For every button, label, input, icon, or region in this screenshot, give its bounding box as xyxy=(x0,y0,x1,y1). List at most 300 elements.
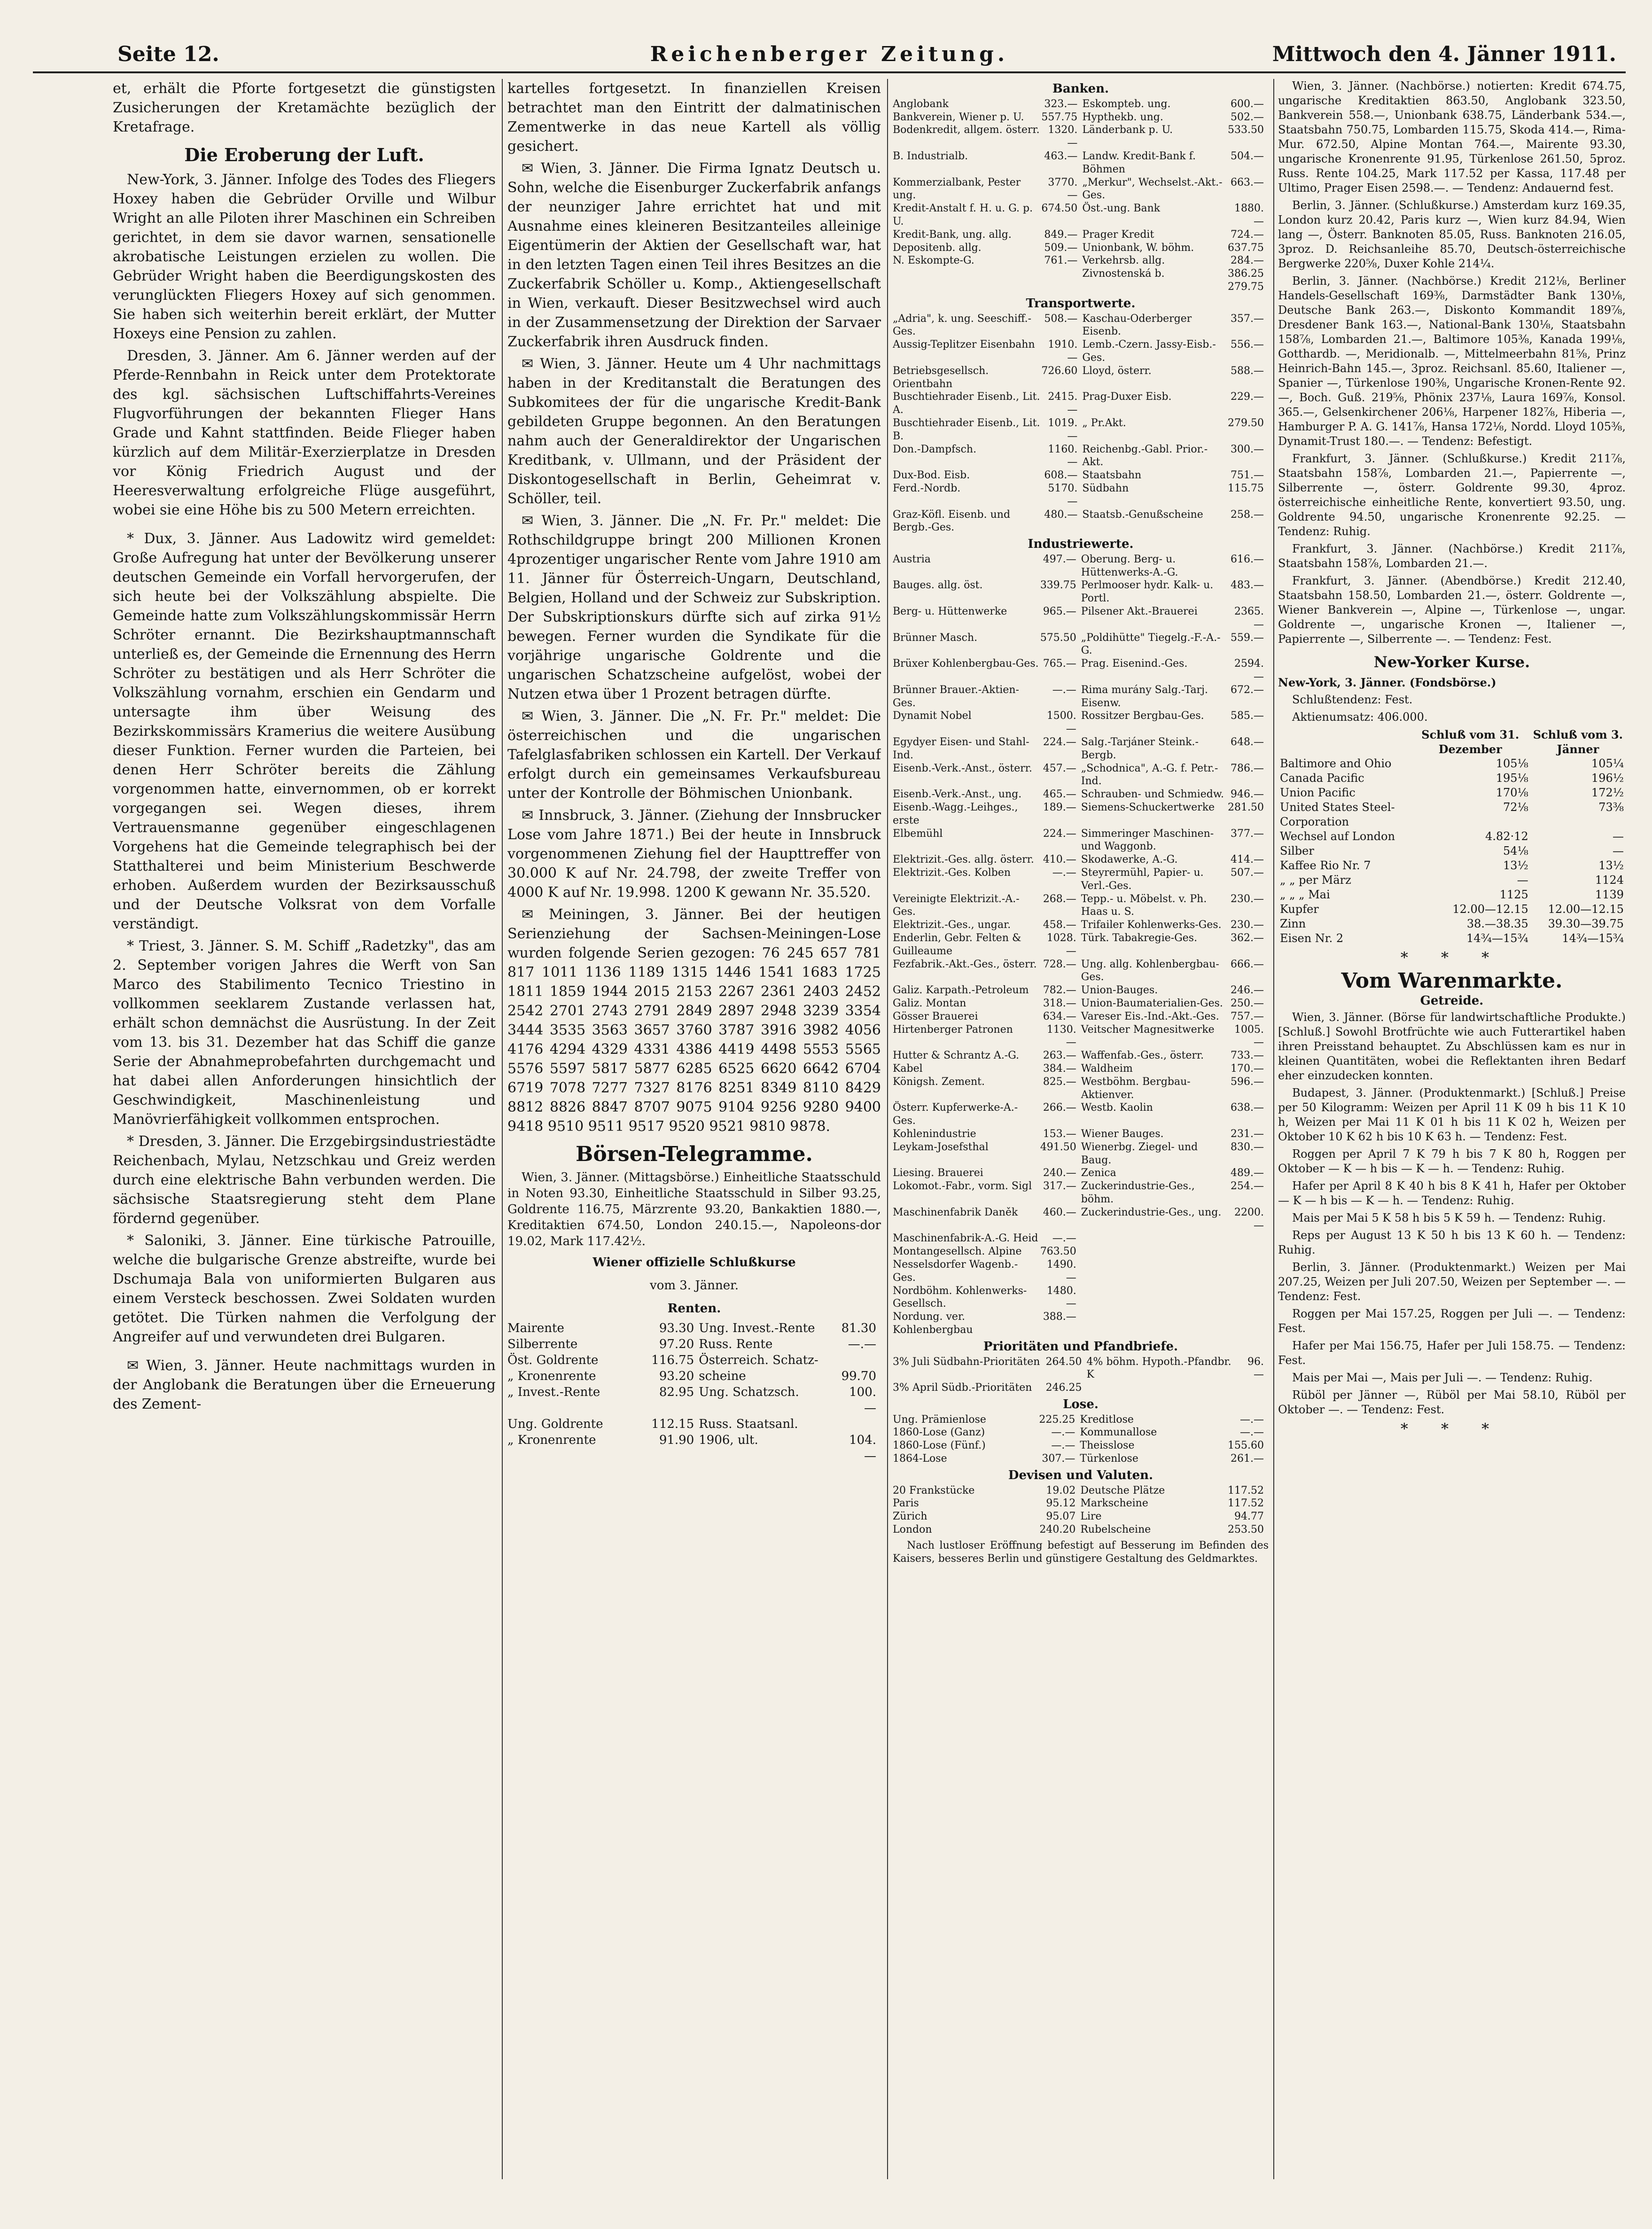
table-label-cell: „ Pr.Akt. xyxy=(1082,417,1126,429)
table-row xyxy=(1278,771,1626,786)
table-value-cell xyxy=(1228,1232,1269,1245)
subheading: vom 3. Jänner. xyxy=(650,1278,739,1293)
table-value-cell: 105⅛ xyxy=(1496,757,1528,770)
section-heading: Vom Warenmarkte. xyxy=(1341,969,1563,993)
table-value-cell: 480.— xyxy=(1044,508,1078,521)
table-label-cell: Bankverein, Wiener p. U. xyxy=(893,111,1024,123)
article-paragraph: ✉ Wien, 3. Jänner. Heute um 4 Uhr nachmittags haben in der Kreditanstalt die Beratungen des Subkomitees der für die ungarische Kredit-Bank gebildeten Gruppe begonnen. An den Beratungen nahm auch der Generaldirektor der Ungarischen Kreditbank, v. Ullmann, und der Präsident der Diskontogesellschaft in Berlin, Geheimrat v. Schöller, teil. xyxy=(507,356,881,507)
table-row xyxy=(893,338,1269,365)
table-value-cell: 225.25 xyxy=(1039,1413,1075,1426)
table-value-cell: 19.02 xyxy=(1046,1484,1076,1496)
table-value-cell: 757.— xyxy=(1231,1010,1264,1022)
table-row xyxy=(893,1310,1269,1337)
table-value-cell: 261.— xyxy=(1231,1453,1264,1465)
market-report: Frankfurt, 3. Jänner. (Abendbörse.) Kredit 212.40, Staatsbahn 158.50, Lombarden 21.—, österr. Goldrente —, Wiener Bankverein —, Alpine —, Türkenlose —, ungar. Goldrente —, ungarische Kronen —, Italiener —, Papierrente —, Silberrente —. — Tendenz: Fest. xyxy=(1278,574,1626,646)
section-heading: Börsen-Telegramme. xyxy=(576,1142,813,1166)
newyork-table xyxy=(1278,727,1626,946)
table-label-cell: Türk. Tabakregie-Ges. xyxy=(1081,932,1198,944)
table-value-cell: 588.— xyxy=(1231,365,1264,377)
table-value-cell: 1005.— xyxy=(1234,1023,1264,1049)
table-label-cell: Eisen Nr. 2 xyxy=(1280,932,1344,945)
table-row xyxy=(893,1413,1269,1426)
article-paragraph: Dresden, 3. Jänner. Am 6. Jänner werden auf der Pferde-Rennbahn in Reick unter dem Protektorate des kgl. sächsischen Luftschiffahrts-Vereines Flugvorführungen der bekannten Flieger Hans Grade und Kahnt stattfinden. Beide Flieger haben kürzlich auf dem Militär-Exerzierplatze in Dresden vor König Friedrich August und der Heeresverwaltung erfolgreiche Flüge ausgeführt, wobei sie eine Höhe bis zu 500 Metern erreichten. xyxy=(113,348,496,518)
table-label-cell: Schrauben- und Schmiedw. xyxy=(1081,788,1224,801)
table-value-cell: 765.— xyxy=(1043,658,1076,670)
section-heading: New-Yorker Kurse. xyxy=(1373,653,1530,671)
table-label-cell: Aussig-Teplitzer Eisenbahn xyxy=(893,339,1035,351)
table-value-cell: 724.— xyxy=(1231,228,1264,241)
market-report: Mais per Mai —, Mais per Juli —. — Tendenz: Ruhig. xyxy=(1292,1371,1593,1384)
table-value-cell: 307.— xyxy=(1042,1453,1075,1465)
table-value-cell: 648.— xyxy=(1231,736,1264,748)
table-label-cell: Lokomot.-Fabr., vorm. Sigl xyxy=(893,1180,1032,1192)
table-label-cell: Länderbank p. U. xyxy=(1082,124,1173,136)
table-value-cell: 663.— xyxy=(1231,176,1264,188)
table-label-cell: Elektrizit.-Ges., ungar. xyxy=(893,919,1011,931)
table-row xyxy=(893,788,1269,801)
table-label-cell xyxy=(1081,1232,1228,1245)
table-label-cell: Union Pacific xyxy=(1280,786,1356,799)
table-value-cell: —.— xyxy=(1052,684,1076,696)
table-label-cell: Zuckerindustrie-Ges., böhm. xyxy=(1081,1180,1195,1205)
table-label-cell: Paris xyxy=(893,1497,919,1510)
table-label-cell: Eskompteb. ung. xyxy=(1082,98,1171,110)
table-label-cell: Brünner Brauer.-Aktien-Ges. xyxy=(893,684,1019,709)
table-label-cell: Westböhm. Bergbau-Aktienver. xyxy=(1081,1076,1191,1101)
market-report: Berlin, 3. Jänner. (Schlußkurse.) Amsterdam kurz 169.35, London kurz 20.42, Paris kurz —, Wien kurz 84.94, Wien lang —, Österr. Banknoten 85.05, Russ. Banknoten 216.05, 3proz. D. Reichsanleihe 85.70, Deutsch-österreichische Bergwerke 220⅝, Duxer Kohle 214¼. xyxy=(1278,199,1626,270)
table-value-cell: 264.50 xyxy=(1045,1356,1082,1368)
table-row xyxy=(893,228,1269,242)
table-label-cell: 1124 xyxy=(1595,873,1624,887)
ny-tendency: Schlußtendenz: Fest. xyxy=(1292,693,1413,706)
table-label-cell: Montangesellsch. Alpine xyxy=(893,1246,1022,1258)
table-value-cell: 458.— xyxy=(1043,919,1076,931)
table-label-cell: Südbahn xyxy=(1082,482,1129,494)
table-label-cell: Zenica xyxy=(1081,1167,1116,1179)
banken-table xyxy=(893,98,1269,294)
table-value-cell: 1160.— xyxy=(1048,443,1078,468)
table-value-cell: 751.— xyxy=(1231,469,1264,482)
table-value-cell: 1125 xyxy=(1499,888,1528,901)
table-value-cell: 637.75 xyxy=(1228,242,1264,254)
table-value-cell: 155.60 xyxy=(1228,1440,1264,1452)
article-paragraph: * Dresden, 3. Jänner. Die Erzgebirgsindustriestädte Reichenbach, Mylau, Netzschkau und Greiz werden durch eine elektrische Bahn verbunden werden. Die sächsische Staatsregierung steht dem Plane fördernd gegenüber. xyxy=(113,1133,496,1227)
table-value-cell: 12.00—12.15 xyxy=(1452,903,1528,916)
column-3 xyxy=(893,79,1269,2179)
table-label-cell: „ Kronenrente xyxy=(507,1369,596,1383)
table-label-cell: 1860-Lose (Ganz) xyxy=(893,1426,985,1439)
table-label-cell: „Adria", k. ung. Seeschiff.-Ges. xyxy=(893,312,1032,338)
table-label-cell: Leykam-Josefsthal xyxy=(893,1141,989,1153)
table-title: Prioritäten und Pfandbriefe. xyxy=(983,1339,1178,1354)
table-value-cell: 93.20 xyxy=(659,1369,694,1383)
table-label-cell: Silber xyxy=(1280,844,1314,857)
table-row xyxy=(893,631,1269,658)
table-value-cell: 357.— xyxy=(1231,312,1264,325)
table-label-cell: 105¼ xyxy=(1591,757,1624,770)
table-label-cell: Enderlin, Gebr. Felten & Guilleaume xyxy=(893,932,1021,957)
table-label-cell: Rossitzer Bergbau-Ges. xyxy=(1081,710,1204,722)
table-value-cell: 465.— xyxy=(1043,788,1076,801)
table-row xyxy=(893,1245,1269,1258)
table-row xyxy=(893,443,1269,469)
table-label-cell: „ „ „ Mai xyxy=(1280,888,1330,901)
table-label-cell: Berg- u. Hüttenwerke xyxy=(893,606,1007,618)
table-value-cell: 81.30 xyxy=(841,1321,876,1335)
table-label-cell: Union-Baumaterialien-Ges. xyxy=(1081,997,1223,1009)
table-label-cell: Brüxer Kohlenbergbau-Ges. xyxy=(893,658,1039,670)
table-value-cell: 414.— xyxy=(1231,854,1264,866)
table-label-cell: Vareser Eis.-Ind.-Akt.-Ges. xyxy=(1081,1010,1219,1022)
table-label-cell xyxy=(893,267,1041,281)
table-value-cell: 965.— xyxy=(1043,606,1076,618)
table-row xyxy=(893,1497,1269,1510)
table-row xyxy=(893,1062,1269,1076)
table-label-cell: Wechsel auf London xyxy=(1280,830,1395,843)
table-value-cell: 1910.— xyxy=(1048,339,1078,364)
table-label-cell: Nesselsdorfer Wagenb.-Ges. xyxy=(893,1258,1018,1284)
table-value-cell: 224.— xyxy=(1043,827,1076,840)
table-label-cell: 196½ xyxy=(1591,772,1624,785)
table-value-cell: 533.50 xyxy=(1228,124,1264,136)
table-row xyxy=(893,111,1269,124)
table-label-cell: Siemens-Schuckertwerke xyxy=(1081,802,1215,814)
table-value-cell: 608.— xyxy=(1044,469,1078,482)
table-value-cell: 728.— xyxy=(1043,958,1076,970)
table-value-cell: 97.20 xyxy=(659,1337,694,1351)
table-value-cell: 240.— xyxy=(1043,1167,1076,1179)
table-label-cell: Lire xyxy=(1080,1511,1102,1523)
table-row xyxy=(893,1232,1269,1245)
table-label-cell: Vereinigte Elektrizit.-A.-Ges. xyxy=(893,893,1020,918)
table-label-cell: Österreich. Schatz- xyxy=(699,1353,818,1367)
table-value-cell: 153.— xyxy=(1043,1128,1076,1140)
table-row xyxy=(1278,917,1626,931)
table-value-cell: —.— xyxy=(1051,1426,1075,1439)
table-label-cell: Zinn xyxy=(1280,917,1306,930)
table-value-cell: 284.— xyxy=(1231,255,1264,267)
table-row xyxy=(893,827,1269,854)
table-label-cell: Zivnostenská b. xyxy=(1082,268,1165,280)
table-label-cell: — xyxy=(1613,844,1624,857)
table-row xyxy=(893,1258,1269,1285)
table-value-cell: 13½ xyxy=(1503,859,1528,872)
table-label-cell: Kredit-Bank, ung. allg. xyxy=(893,228,1012,241)
table-label-cell: Dux-Bod. Eisb. xyxy=(893,469,970,482)
table-label-cell: Pilsener Akt.-Brauerei xyxy=(1081,606,1198,618)
table-value-cell: 93.30 xyxy=(659,1321,694,1335)
table-label-cell: Elektrizit.-Ges. Kolben xyxy=(893,867,1011,879)
table-row xyxy=(893,762,1269,788)
table-value-cell: 268.— xyxy=(1043,893,1076,905)
table-label-cell: Kaschau-Oderberger Eisenb. xyxy=(1082,312,1192,338)
table-value-cell: 189.— xyxy=(1043,802,1076,814)
table-label-cell: Verkehrsb. allg. xyxy=(1082,255,1165,267)
table-value-cell: 91.90 xyxy=(659,1433,694,1447)
table-value-cell: —.— xyxy=(1051,1440,1075,1452)
table-value-cell: 95.07 xyxy=(1046,1511,1076,1523)
table-value-cell: 3770.— xyxy=(1048,176,1078,202)
table-value-cell: 616.— xyxy=(1231,553,1264,565)
table-value-cell: 497.— xyxy=(1043,553,1076,565)
table-value-cell: 504.— xyxy=(1231,150,1264,162)
table-value-cell xyxy=(1228,1245,1269,1258)
table-row xyxy=(1278,829,1626,844)
table-label-cell xyxy=(1081,1258,1228,1285)
table-label-cell xyxy=(893,281,1041,294)
table-value-cell: 508.— xyxy=(1044,312,1078,325)
table-value-cell: 224.— xyxy=(1043,736,1076,748)
table-value-cell: —.— xyxy=(1240,1413,1264,1426)
table-value-cell: 377.— xyxy=(1231,827,1264,840)
table-title: Lose. xyxy=(1063,1397,1099,1411)
table-value-cell: 830.— xyxy=(1231,1141,1264,1153)
section-heading: Die Eroberung der Luft. xyxy=(184,144,424,165)
issue-date: Mittwoch den 4. Jänner 1911. xyxy=(1272,42,1616,66)
table-value-cell xyxy=(1228,1285,1269,1311)
table-row xyxy=(893,801,1269,827)
table-value-cell: 2415.— xyxy=(1048,391,1078,416)
renten-table xyxy=(507,1320,881,1464)
table-label-cell: 1139 xyxy=(1595,888,1624,901)
market-report: Frankfurt, 3. Jänner. (Nachbörse.) Kredit 211⅞, Staatsbahn 158⅞, Lombarden 21.—. xyxy=(1278,542,1626,570)
table-value-cell: 116.75 xyxy=(651,1353,694,1367)
table-row xyxy=(893,1381,1269,1395)
article-paragraph: * Saloniki, 3. Jänner. Eine türkische Patrouille, welche die bulgarische Grenze abstreifte, wurde bei Dschumaja Bala von uniformierten Bulgaren aus einem Versteck beschossen. Zwei Soldaten wurden getötet. Die Türken nahmen die Verfolgung der Angreifer auf und verwundeten drei Bulgaren. xyxy=(113,1232,496,1345)
table-value-cell: 195⅛ xyxy=(1496,772,1528,785)
table-label-cell: Graz-Köfl. Eisenb. und Bergb.-Ges. xyxy=(893,508,1011,534)
market-report: Hafer per Mai 156.75, Hafer per Juli 158.75. — Tendenz: Fest. xyxy=(1278,1339,1626,1367)
table-value-cell: 946.— xyxy=(1231,788,1264,801)
table-label-cell: 13½ xyxy=(1598,859,1624,872)
table-row xyxy=(893,124,1269,150)
table-value-cell: 733.— xyxy=(1231,1050,1264,1062)
market-note: Nach lustloser Eröffnung befestigt auf Besserung im Befinden des Kaisers, besseres Berlin und günstigere Gestaltung des Geldmarktes. xyxy=(893,1539,1269,1565)
table-label-cell: Waldheim xyxy=(1081,1062,1133,1075)
table-row xyxy=(893,482,1269,508)
table-row xyxy=(893,267,1269,281)
table-label-cell: Don.-Dampfsch. xyxy=(893,443,977,455)
table-value-cell: 585.— xyxy=(1231,710,1264,722)
separator-stars: * * * xyxy=(1400,1420,1504,1438)
table-label-cell: Mairente xyxy=(507,1321,564,1335)
table-value-cell: 672.— xyxy=(1231,684,1264,696)
table-row xyxy=(1278,756,1626,771)
table-label-cell: Galiz. Karpath.-Petroleum xyxy=(893,984,1029,997)
transport-table xyxy=(893,312,1269,535)
table-label-cell: Bodenkredit, allgem. österr. xyxy=(893,124,1040,136)
table-row xyxy=(1278,873,1626,888)
table-label-cell: Galiz. Montan xyxy=(893,997,966,1009)
table-value-cell: 483.— xyxy=(1231,579,1264,592)
table-value-cell: 263.— xyxy=(1043,1050,1076,1062)
table-value-cell: 72⅛ xyxy=(1503,801,1528,814)
ny-dateline: New-York, 3. Jänner. (Fondsbörse.) xyxy=(1278,676,1496,689)
table-value-cell: 100.— xyxy=(849,1385,876,1415)
column-1 xyxy=(113,79,496,2179)
table-label-cell xyxy=(1081,1245,1228,1258)
table-label-cell: Silberrente xyxy=(507,1337,578,1351)
table-row xyxy=(893,1101,1269,1128)
table-label-cell: Tepp.- u. Möbelst. v. Ph. Haas u. S. xyxy=(1081,893,1207,918)
table-label-cell: Steyrermühl, Papier- u. Verl.-Ges. xyxy=(1081,867,1204,892)
table-title: Banken. xyxy=(1052,82,1109,96)
table-label-cell: Kaffee Rio Nr. 7 xyxy=(1280,859,1371,872)
table-label-cell: Buschtiehrader Eisenb., Lit. B. xyxy=(893,417,1040,442)
table-value-cell: 229.— xyxy=(1231,391,1264,403)
table-label-cell: Eisenb.-Wagg.-Leihges., erste xyxy=(893,802,1018,826)
table-label-cell: Nordböhm. Kohlenwerks-Gesellsch. xyxy=(893,1285,1027,1310)
table-value-cell: 491.50 xyxy=(1040,1141,1076,1153)
table-label-cell: Brünner Masch. xyxy=(893,631,978,644)
table-value-cell: 170.— xyxy=(1231,1062,1264,1075)
table-label-cell: 3% April Südb.-Prioritäten xyxy=(893,1382,1032,1394)
table-label-cell: Oberung. Berg- u. Hüttenwerks-A.-G. xyxy=(1081,553,1178,578)
table-value-cell: 230.— xyxy=(1231,919,1264,931)
table-label-cell: Ferd.-Nordb. xyxy=(893,482,961,494)
table-value-cell: 1019.— xyxy=(1048,417,1078,442)
article-paragraph: ✉ Wien, 3. Jänner. Die „N. Fr. Pr." meldet: Die Rothschildgruppe bringt 200 Millionen Kronen 4prozentiger ungarischer Rente vom Jahre 1910 am 11. Jänner für Österreich-Ungarn, Deutschland, Belgien, Holland und der Schweiz zur Subskription. Der Subskriptionskurs dürfte sich auf zirka 91½ bewegen. Ferner wurden die Syndikate für die vorjährige ungarische Goldrente und die ungarischen Schatzscheine aufgelöst, wobei der Nutzen etwa über 1 Prozent betragen dürfte. xyxy=(507,513,881,702)
table-label-cell: Wiener Bauges. xyxy=(1081,1128,1164,1140)
prior-table xyxy=(893,1356,1269,1395)
table-label-cell: Anglobank xyxy=(893,98,949,110)
table-value-cell: 726.60 xyxy=(1041,365,1078,377)
table-label-cell: Kredit-Anstalt f. H. u. G. p. U. xyxy=(893,203,1033,227)
table-row xyxy=(893,312,1269,339)
table-value-cell: 339.75 xyxy=(1040,579,1076,592)
table-label-cell: Kohlenindustrie xyxy=(893,1128,976,1140)
table-row xyxy=(893,281,1269,294)
table-value-cell: 117.52 xyxy=(1228,1497,1264,1510)
table-value-cell: 556.— xyxy=(1231,339,1264,351)
table-row xyxy=(1278,800,1626,829)
table-value-cell: 1130.— xyxy=(1046,1023,1076,1049)
table-label-cell: 73⅜ xyxy=(1598,801,1624,814)
table-row xyxy=(893,893,1269,919)
table-label-cell: Rima murány Salg.-Tarj. Eisenw. xyxy=(1081,684,1208,709)
table-row xyxy=(893,150,1269,176)
table-row xyxy=(893,508,1269,535)
table-value-cell: 253.50 xyxy=(1228,1524,1264,1536)
table-label-cell: Hutter & Schrantz A.-G. xyxy=(893,1050,1020,1062)
table-label-cell: Königsh. Zement. xyxy=(893,1076,985,1088)
table-label-cell: Kreditlose xyxy=(1080,1413,1134,1426)
table-label-cell: N. Eskompte-G. xyxy=(893,255,974,267)
table-value-cell: 96.— xyxy=(1247,1356,1264,1381)
table-label-cell: Österr. Kupferwerke-A.-Ges. xyxy=(893,1102,1018,1127)
table-value-cell: 761.— xyxy=(1044,255,1078,267)
table-value-cell: 457.— xyxy=(1043,762,1076,774)
market-report: Hafer per April 8 K 40 h bis 8 K 41 h, Hafer per Oktober — K — h bis — K — h. — Tendenz: Ruhig. xyxy=(1278,1179,1626,1207)
table-label-cell: Reichenbg.-Gabl. Prior.-Akt. xyxy=(1082,443,1208,468)
table-label-cell: „Schodnica", A.-G. f. Petr.-Ind. xyxy=(1081,762,1218,787)
table-label-cell: Lloyd, österr. xyxy=(1082,365,1152,377)
table-label-cell: Waffenfab.-Ges., österr. xyxy=(1081,1050,1204,1062)
table-value-cell: 596.— xyxy=(1231,1076,1264,1088)
article-paragraph: New-York, 3. Jänner. Infolge des Todes des Fliegers Hoxey haben die Gebrüder Orville und Wilbur Wright an alle Piloten ihrer Maschinen ein Schreiben gerichtet, in dem sie davor warnen, sensationelle akrobatische Leistungen erzielen zu wollen. Die Gebrüder Wright haben die Beerdigungskosten des verunglückten Fliegers Hoxey auf sich genommen. Sie haben sich weiterhin bereit erklärt, der Mutter Hoxeys eine Pension zu zahlen. xyxy=(113,171,496,342)
table-value-cell: 117.52 xyxy=(1228,1484,1264,1496)
table-value-cell: 849.— xyxy=(1044,228,1078,241)
masthead-title: Reichenberger Zeitung. xyxy=(650,42,1009,66)
market-report: Berlin, 3. Jänner. (Nachbörse.) Kredit 212⅛, Berliner Handels-Gesellschaft 169⅜, Darmstädter Bank 130⅛, Deutsche Bank 263.—, Diskonto Kommandit 189⅞, Dresdener Bank 163.—, National-Bank 130⅛, Staatsbahn 158⅞, Lombarden 21.—, Baltimore 105⅜, Kanada 199⅛, Gotthardb. —, Meridionalb. —, Mittelmeerbahn 81⅝, Prinz Heinrich-Bahn 145.—, 3proz. Reichsanl. 85.60, Italiener —, Spanier —, Türkenlose 190⅜, Ungarische Kronen-Rente 92.—, Boch. Guß. 219⅝, Phönix 237⅛, Laura 169⅞, Konsol. 365.—, Gelsenkirchener 206⅛, Harpener 182⅞, Hiberia —, Hamburger P. A. G. 141⅞, Hansa 172⅛, Nordd. Lloyd 105⅜, Dynamit-Trust 180.—. — Tendenz: Befestigt. xyxy=(1278,274,1626,448)
table-label-cell: Simmeringer Maschinen- und Waggonb. xyxy=(1081,827,1214,853)
table-row xyxy=(1278,902,1626,917)
table-row xyxy=(893,1076,1269,1102)
table-value-cell: 634.— xyxy=(1043,1010,1076,1022)
table-value-cell: 258.— xyxy=(1231,508,1264,521)
table-row xyxy=(893,1180,1269,1206)
article-paragraph: * Dux, 3. Jänner. Aus Ladowitz wird gemeldet: Große Aufregung hat unter der Bevölkerung unserer deutschen Gemeinde ein Vorfall hervorgerufen, der sich heute bei der Volkszählung abspielte. Die Gemeinde hatte zum Volkszählungskommissär Herrn Schröter ernannt. Die Bezirkshauptmannschaft unterließ es, der Gemeinde die Ernennung des Herrn Schröter zu bestätigen und als Herr Schröter die Volkszählung vornahm, erschien ein Gendarm und untersagte ihm über Weisung des Bezirkskommissärs Kramerius die weitere Ausübung dieser Funktion. Ferner wurden die Parteien, bei denen Herr Schröter bereits die Zählung vorgenommen hatte, einvernommen, ob er korrekt vorgegangen sei. Wegen dieses, ihrem Vertrauensmanne gegenüber eingeschlagenen Vorgehens hat die Gemeinde telegraphisch bei der Statthalterei und beim Ministerium Beschwerde erhoben. Außerdem wurden der Bezirksausschuß und der Deutsche Volksrat von dem Vorfalle verständigt. xyxy=(113,530,496,932)
table-row xyxy=(893,1510,1269,1523)
table-value-cell xyxy=(1239,1381,1269,1395)
table-label-cell: Prag-Duxer Eisb. xyxy=(1082,391,1172,403)
table-row xyxy=(893,1285,1269,1311)
table-row xyxy=(893,1523,1269,1536)
table-label-cell: „ „ per März xyxy=(1280,873,1351,887)
table-label-cell: Buschtiehrader Eisenb., Lit. A. xyxy=(893,391,1040,416)
table-label-cell: Maschinenfabrik-A.-G. Heid xyxy=(893,1232,1038,1245)
ny-volume: Aktienumsatz: 406.000. xyxy=(1292,710,1428,724)
table-row xyxy=(893,1141,1269,1167)
table-row xyxy=(893,1128,1269,1141)
table-row xyxy=(893,1484,1269,1497)
table-row xyxy=(507,1368,881,1384)
table-label-cell: Wienerbg. Ziegel- und Baug. xyxy=(1081,1141,1198,1166)
table-label-cell xyxy=(1081,1310,1228,1337)
table-label-cell: Zürich xyxy=(893,1511,927,1523)
table-row xyxy=(893,242,1269,255)
table-value-cell: 99.70 xyxy=(841,1369,876,1383)
table-value-cell: 95.12 xyxy=(1046,1497,1076,1510)
table-label-cell: Markscheine xyxy=(1080,1497,1148,1510)
ny-col-head xyxy=(1278,727,1410,756)
article-paragraph: ✉ Innsbruck, 3. Jänner. (Ziehung der Innsbrucker Lose vom Jahre 1871.) Bei der heute in Innsbruck vorgenommenen Ziehung fiel der Haupttreffer von 30.000 K auf Nr. 24.798, der zweite Treffer von 4000 K auf Nr. 19.998. 1200 K gewann Nr. 35.520. xyxy=(507,807,881,901)
table-label-cell: 3% Juli Südbahn-Prioritäten xyxy=(893,1356,1040,1368)
table-label-cell: Depositenb. allg. xyxy=(893,242,982,254)
table-label-cell: Russ. Rente xyxy=(699,1337,773,1351)
subheading: Getreide. xyxy=(1420,994,1484,1008)
table-label-cell: Deutsche Plätze xyxy=(1080,1484,1165,1496)
table-row xyxy=(507,1336,881,1352)
table-label-cell: „Poldihütte" Tiegelg.-F.-A.-G. xyxy=(1081,631,1221,657)
table-value-cell: —.— xyxy=(1240,1426,1264,1439)
table-label-cell: Elektrizit.-Ges. allg. österr. xyxy=(893,854,1034,866)
table-value-cell xyxy=(842,1352,881,1368)
table-value-cell xyxy=(1228,1258,1269,1285)
table-label-cell: Hypthekb. ung. xyxy=(1082,111,1163,123)
table-row xyxy=(507,1352,881,1368)
table-label-cell: Kabel xyxy=(893,1062,923,1075)
table-value-cell: 279.75 xyxy=(1228,281,1264,293)
table-row xyxy=(893,866,1269,893)
table-value-cell: 1028.— xyxy=(1046,932,1076,957)
table-label-cell: „ Invest.-Rente xyxy=(507,1385,600,1399)
table-label-cell: Veitscher Magnesitwerke xyxy=(1081,1023,1215,1036)
table-label-cell: Eisenb.-Verk.-Anst., österr. xyxy=(893,762,1032,774)
article-paragraph: * Triest, 3. Jänner. S. M. Schiff „Radetzky", das am 2. September vorigen Jahres die Werft von San Marco des Stabilimento Tecnico Triestino in vollkommen seeklarem Zustande verlassen hat, erhält schon demnächst die Ausrüstung. In der Zeit vom 13. bis 31. Dezember hat das Schiff die ganze Serie der Abnahmeprobefahrten durchgemacht und hat dabei allen Anforderungen hinsichtlich der Geschwindigkeit, Maschinenleistung und Manövrierfähigkeit vollkommen entsprochen. xyxy=(113,938,496,1128)
table-value-cell: 666.— xyxy=(1231,958,1264,970)
table-label-cell: Union-Bauges. xyxy=(1081,984,1158,997)
table-value-cell: 115.75 xyxy=(1228,482,1264,494)
table-row xyxy=(893,1356,1269,1382)
subheading: Wiener offizielle Schlußkurse xyxy=(592,1255,796,1270)
table-label-cell: 39.30—39.75 xyxy=(1548,917,1624,930)
table-value-cell: 279.50 xyxy=(1228,417,1264,429)
column-divider xyxy=(502,79,503,2179)
table-label-cell: 1860-Lose (Fünf.) xyxy=(893,1440,986,1452)
table-row xyxy=(893,176,1269,203)
table-label-cell: Ung. Prämienlose xyxy=(893,1413,986,1426)
